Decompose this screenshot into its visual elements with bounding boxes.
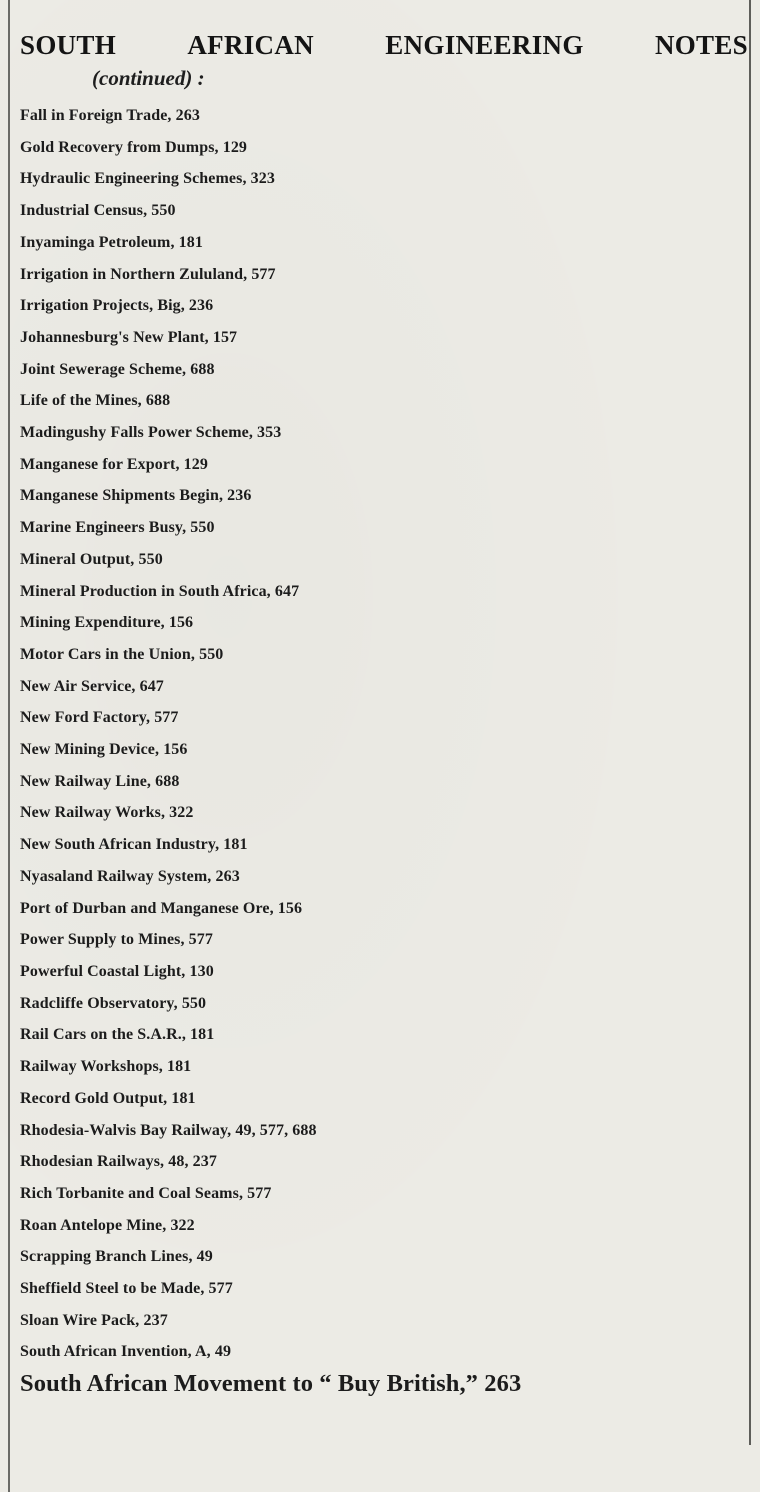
heading-word: NOTES (654, 30, 748, 60)
index-entry: Mineral Production in South Africa, 647 (20, 582, 300, 600)
right-column-rule (749, 0, 751, 1445)
index-entry: Roan Antelope Mine, 322 (20, 1216, 195, 1234)
index-entry: Joint Sewerage Scheme, 688 (20, 360, 215, 378)
index-entry: Powerful Coastal Light, 130 (20, 962, 214, 980)
index-entry: Sloan Wire Pack, 237 (20, 1311, 168, 1329)
continued-label: (continued) : (92, 66, 205, 90)
index-entry: Hydraulic Engineering Schemes, 323 (20, 170, 275, 188)
index-entry: Fall in Foreign Trade, 263 (20, 107, 200, 124)
index-entry: Radcliffe Observatory, 550 (20, 994, 207, 1012)
index-entry: Marine Engineers Busy, 550 (20, 519, 215, 537)
index-entry: Mining Expenditure, 156 (20, 614, 194, 632)
heading-word: ENGINEERING (385, 30, 584, 60)
index-entry: Manganese for Export, 129 (20, 455, 208, 473)
index-entry: Life of the Mines, 688 (20, 392, 171, 410)
index-entry: Nyasaland Railway System, 263 (20, 867, 240, 885)
index-entry: Gold Recovery from Dumps, 129 (20, 138, 248, 156)
index-entry: New Ford Factory, 577 (20, 709, 179, 727)
index-entry: Irrigation in Northern Zululand, 577 (20, 265, 276, 283)
index-entry: Scrapping Branch Lines, 49 (20, 1248, 213, 1266)
index-entries (20, 100, 748, 1400)
index-entry: New Railway Works, 322 (20, 804, 194, 822)
index-column (20, 26, 748, 1400)
index-entry: Power Supply to Mines, 577 (20, 931, 213, 949)
index-entry: South African Movement to “ Buy British,” 263 (20, 1370, 522, 1398)
index-entry: South African Invention, A, 49 (20, 1343, 232, 1361)
index-entry: Mineral Output, 550 (20, 550, 163, 568)
index-entry: Record Gold Output, 181 (20, 1089, 196, 1107)
index-entry: New Air Service, 647 (20, 677, 164, 695)
index-entry: Rich Torbanite and Coal Seams, 577 (20, 1184, 272, 1202)
index-entry: Inyaminga Petroleum, 181 (20, 233, 203, 251)
index-entry: Irrigation Projects, Big, 236 (20, 297, 214, 315)
index-entry: Madingushy Falls Power Scheme, 353 (20, 424, 282, 442)
index-entry: New South African Industry, 181 (20, 836, 248, 854)
left-column-rule (8, 0, 10, 1492)
section-heading (20, 26, 748, 64)
heading-word: AFRICAN (187, 30, 314, 60)
index-entry: New Railway Line, 688 (20, 772, 180, 790)
index-entry: Manganese Shipments Begin, 236 (20, 487, 252, 505)
index-entry: Industrial Census, 550 (20, 202, 176, 220)
index-entry: Rhodesia-Walvis Bay Railway, 49, 577, 688 (20, 1121, 317, 1139)
index-entry: Railway Workshops, 181 (20, 1058, 192, 1076)
index-entry: New Mining Device, 156 (20, 741, 188, 759)
heading-word: SOUTH (20, 30, 117, 60)
index-entry: Rhodesian Railways, 48, 237 (20, 1153, 217, 1171)
index-entry: Johannesburg's New Plant, 157 (20, 328, 238, 346)
index-entry: Motor Cars in the Union, 550 (20, 645, 224, 663)
index-entry: Rail Cars on the S.A.R., 181 (20, 1026, 215, 1044)
index-entry: Sheffield Steel to be Made, 577 (20, 1280, 233, 1298)
index-entry: Port of Durban and Manganese Ore, 156 (20, 899, 303, 917)
